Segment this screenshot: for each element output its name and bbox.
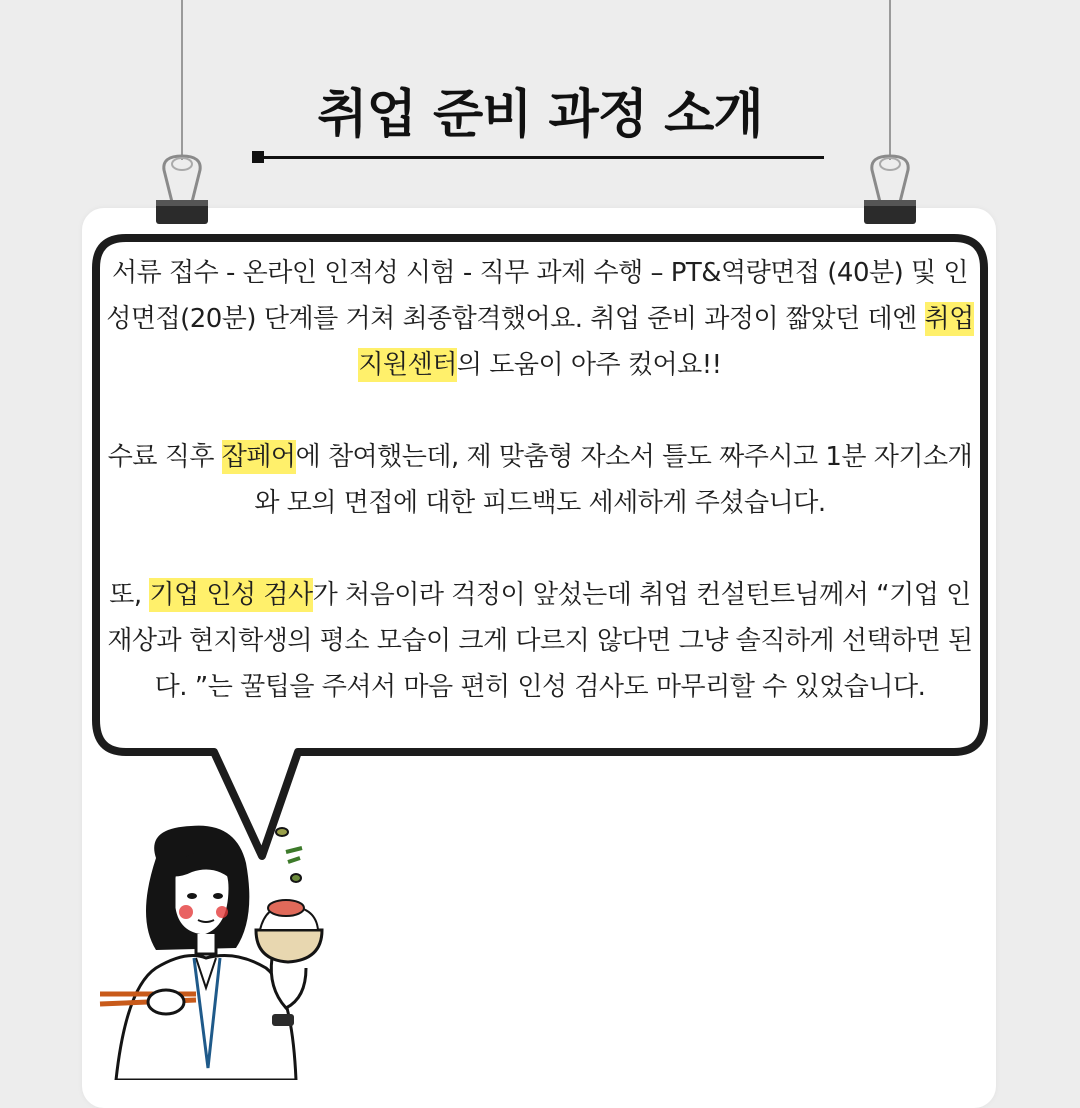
- text-span: 또,: [109, 580, 150, 610]
- text-span: 에 참여했는데, 제 맞춤형 자소서 틀도 짜주시고 1분 자기소개와 모의 면접에 대한 피드백도 세세하게 주셨습니다.: [254, 442, 973, 518]
- highlight-personality-test: 기업 인성 검사: [149, 580, 313, 610]
- paragraph-job-fair: [104, 434, 976, 526]
- highlight-job-fair: 잡페어: [221, 442, 296, 472]
- speech-bubble-text: [104, 250, 976, 710]
- page-title: 취업 준비 과정 소개: [317, 85, 763, 145]
- text-span: 가 처음이라 걱정이 앞섰는데 취업 컨설턴트님께서 “기업 인재상과 현지학생의 평소 모습이 크게 다르지 않다면 그냥 솔직하게 선택하면 된다. ”는 꿀팁을 주셔서 마음 편히 인성 검사도 마무리할 수 있었습니다.: [107, 580, 973, 702]
- highlight-career-center: 취업지원센터: [358, 304, 974, 380]
- text-span: 의 도움이 아주 컸어요!!: [456, 350, 722, 380]
- paragraph-personality-test: [104, 572, 976, 710]
- text-span: 수료 직후: [107, 442, 222, 472]
- girl-eating-rice-illustration-icon: [96, 818, 356, 1080]
- paragraph-application-process: [104, 250, 976, 388]
- text-span: 서류 접수 - 온라인 인적성 시험 - 직무 과제 수행 – PT&역량면접 (40분) 및 인성면접(20분) 단계를 거쳐 최종합격했어요. 취업 준비 과정이 짧았던 데엔: [106, 258, 969, 334]
